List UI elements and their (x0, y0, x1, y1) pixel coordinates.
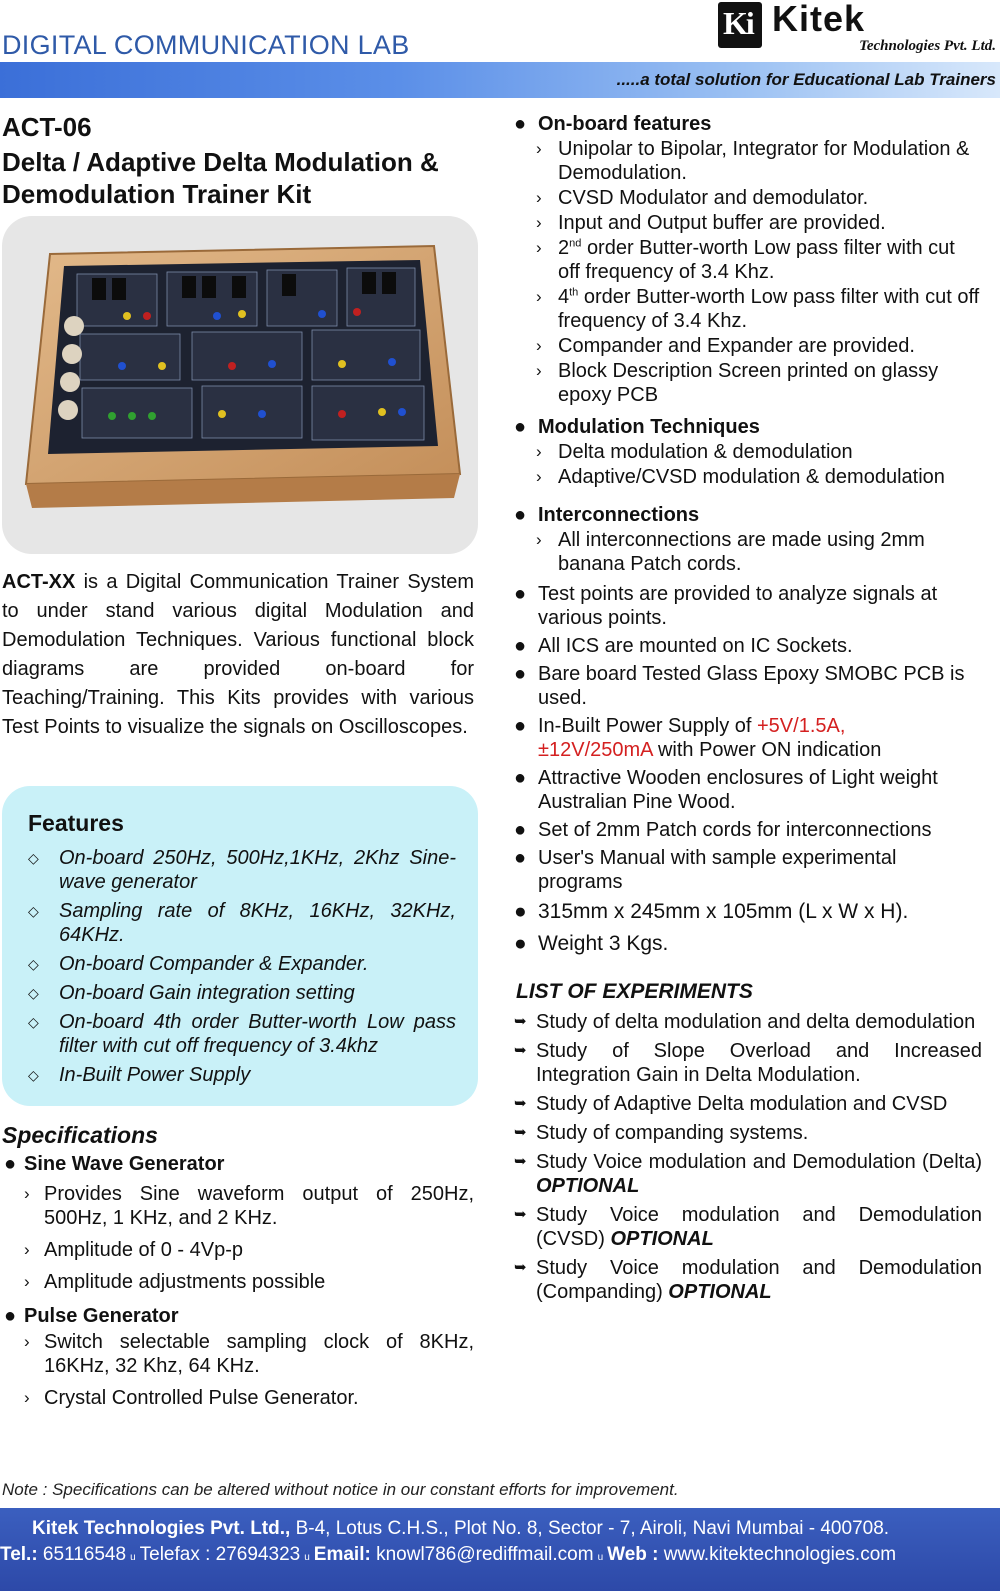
separator-icon: u (597, 1552, 604, 1563)
bullet-power-supply: ● In-Built Power Supply of +5V/1.5A, ±12V/250mA with Power ON indication (514, 715, 882, 761)
spec-group-heading: ● Sine Wave Generator (4, 1153, 225, 1175)
chevron-right-icon: › (536, 139, 542, 158)
onboard-list (512, 137, 982, 407)
feature-item: ◇ On-board Compander & Expander. (28, 953, 369, 975)
experiments-title: LIST OF EXPERIMENTS (516, 980, 753, 1003)
arrow-bullet-icon: ➥ (514, 1013, 527, 1030)
experiment-item: ➥ Study of Slope Overload and Increased Integration Gain in Delta Modulation. (514, 1040, 982, 1086)
feature-item: ◇ On-board 250Hz, 500Hz,1KHz, 2Khz Sine-wave generator (28, 847, 456, 893)
onboard-item: › Unipolar to Bipolar, Integrator for Modulation & Demodulation. (536, 138, 970, 184)
bullet-icon: ● (514, 635, 527, 657)
footer-bar (0, 1508, 1000, 1591)
experiment-item: ➥ Study of Adaptive Delta modulation and CVSD (514, 1093, 948, 1115)
bullet-test-points: ● Test points are provided to analyze signals at various points. (514, 583, 938, 629)
bullet-icon: ● (514, 900, 527, 923)
chevron-right-icon: › (24, 1388, 30, 1407)
onboard-item: › Compander and Expander are provided. (536, 335, 915, 357)
features-title: Features (28, 810, 124, 836)
spec-group-sine (4, 1152, 474, 1302)
interconnections-heading: ● Interconnections (514, 504, 700, 526)
bullet-icon: ● (4, 1153, 17, 1175)
onboard-item: › 2nd order Butter-worth Low pass filter with cut off frequency of 3.4 Khz. (536, 237, 955, 283)
bullet-ics: ● All ICS are mounted on IC Sockets. (514, 635, 853, 657)
product-photo (2, 216, 478, 554)
diamond-bullet-icon: ◇ (28, 956, 39, 972)
spec-item: › Amplitude of 0 - 4Vp-p (24, 1239, 243, 1261)
arrow-bullet-icon: ➥ (514, 1206, 527, 1223)
right-column (512, 112, 982, 1309)
onboard-item: › Input and Output buffer are provided. (536, 212, 886, 234)
logo-subtitle: Technologies Pvt. Ltd. (859, 38, 996, 54)
footer-contacts (0, 1544, 1000, 1566)
product-code: ACT-06 (2, 112, 92, 142)
modulation-item: › Adaptive/CVSD modulation & demodulation (536, 466, 945, 488)
feature-item: ◇ On-board 4th order Butter-worth Low pass filter with cut off frequency of 3.4khz (28, 1011, 456, 1057)
chevron-right-icon: › (536, 287, 542, 306)
diamond-bullet-icon: ◇ (28, 850, 39, 866)
bullet-icon: ● (514, 715, 527, 737)
spec-group-pulse (4, 1304, 474, 1418)
tel-value: 65116548 (37, 1544, 127, 1565)
chevron-right-icon: › (24, 1240, 30, 1259)
logo-mark: Ki (718, 2, 762, 48)
bullet-pcb: ● Bare board Tested Glass Epoxy SMOBC PCB is used. (514, 663, 965, 709)
specifications-title: Specifications (2, 1122, 158, 1148)
spec-item: › Amplitude adjustments possible (24, 1271, 326, 1293)
bullet-icon: ● (514, 583, 527, 605)
onboard-item: › Block Description Screen printed on glassy epoxy PCB (536, 360, 939, 406)
intro-paragraph (2, 568, 474, 742)
product-title-line1: Delta / Adaptive Delta Modulation & (2, 147, 439, 177)
arrow-bullet-icon: ➥ (514, 1153, 527, 1170)
bullet-icon: ● (514, 663, 527, 685)
company-logo (718, 2, 998, 60)
email-link[interactable]: knowl786@rediffmail.com (370, 1544, 594, 1565)
bullet-icon: ● (514, 932, 527, 955)
experiment-item: ➥ Study of companding systems. (514, 1122, 809, 1144)
bullet-patch-cords: ● Set of 2mm Patch cords for interconnections (514, 819, 932, 841)
spec-item: › Crystal Controlled Pulse Generator. (24, 1387, 359, 1409)
email-label: Email: (313, 1544, 371, 1565)
chevron-right-icon: › (536, 188, 542, 207)
feature-item: ◇ On-board Gain integration setting (28, 982, 355, 1004)
disclaimer-note: Note : Specifications can be altered without notice in our constant efforts for improvement. (2, 1480, 679, 1499)
diamond-bullet-icon: ◇ (28, 1014, 39, 1030)
feature-item: ◇ Sampling rate of 8KHz, 16KHz, 32KHz, 64KHz. (28, 900, 456, 946)
product-title (2, 146, 492, 210)
spec-item: › Provides Sine waveform output of 250Hz, 500Hz, 1 KHz, and 2 KHz. (24, 1183, 474, 1229)
modulation-item: › Delta modulation & demodulation (536, 441, 853, 463)
chevron-right-icon: › (536, 442, 542, 461)
separator-icon: u (130, 1552, 136, 1563)
intro-lead: ACT-XX (2, 571, 76, 593)
bullet-icon: ● (514, 504, 527, 526)
diamond-bullet-icon: ◇ (28, 1067, 39, 1083)
interconnections-list (512, 528, 982, 576)
chevron-right-icon: › (536, 336, 542, 355)
web-label: Web : (607, 1544, 659, 1565)
diamond-bullet-icon: ◇ (28, 985, 39, 1001)
chevron-right-icon: › (536, 213, 542, 232)
arrow-bullet-icon: ➥ (514, 1259, 527, 1276)
chevron-right-icon: › (24, 1332, 30, 1351)
onboard-heading: ● On-board features (514, 113, 712, 135)
features-list (26, 846, 456, 1092)
bullet-icon: ● (4, 1305, 17, 1327)
trainer-kit-image (2, 216, 478, 554)
chevron-right-icon: › (536, 238, 542, 257)
modulation-list (512, 440, 982, 489)
tagline: .....a total solution for Educational Lab Trainers (616, 70, 996, 89)
diamond-bullet-icon: ◇ (28, 903, 39, 919)
bullet-manual: ● User's Manual with sample experimental programs (514, 847, 897, 893)
separator-icon: u (304, 1552, 310, 1563)
chevron-right-icon: › (536, 467, 542, 486)
bullet-dimensions: ● 315mm x 245mm x 105mm (L x W x H). (514, 900, 909, 923)
onboard-item: › CVSD Modulator and demodulator. (536, 187, 869, 209)
arrow-bullet-icon: ➥ (514, 1042, 527, 1059)
chevron-right-icon: › (536, 361, 542, 380)
chevron-right-icon: › (536, 530, 542, 549)
interconnections-item: › All interconnections are made using 2mm banana Patch cords. (536, 529, 925, 575)
web-link[interactable]: www.kitektechnologies.com (658, 1544, 897, 1565)
lab-title: DIGITAL COMMUNICATION LAB (2, 30, 410, 60)
bullet-weight: ● Weight 3 Kgs. (514, 932, 669, 955)
tel-label: Tel.: (0, 1544, 38, 1565)
spec-group-heading: ● Pulse Generator (4, 1305, 179, 1327)
modulation-heading: ● Modulation Techniques (514, 416, 760, 438)
product-title-line2: Demodulation Trainer Kit (2, 179, 312, 209)
bullet-icon: ● (514, 416, 527, 438)
bullet-icon: ● (514, 113, 527, 135)
bullet-icon: ● (514, 847, 527, 869)
chevron-right-icon: › (24, 1272, 30, 1291)
bullet-enclosure: ● Attractive Wooden enclosures of Light weight Australian Pine Wood. (514, 767, 938, 813)
bullet-icon: ● (514, 767, 527, 789)
bullet-icon: ● (514, 819, 527, 841)
experiment-item: ➥ Study Voice modulation and Demodulation (Companding) OPTIONAL (514, 1257, 982, 1303)
spec-item: › Switch selectable sampling clock of 8KHz, 16KHz, 32 Khz, 64 KHz. (24, 1331, 474, 1377)
footer-address: Kitek Technologies Pvt. Ltd., B-4, Lotus C.H.S., Plot No. 8, Sector - 7, Airoli, Navi Mumbai - 400708. (32, 1518, 890, 1539)
experiments-list (512, 1010, 982, 1304)
logo-name: Kitek (772, 0, 866, 39)
arrow-bullet-icon: ➥ (514, 1124, 527, 1141)
arrow-bullet-icon: ➥ (514, 1095, 527, 1112)
experiment-item: ➥ Study Voice modulation and Demodulation (Delta) OPTIONAL (514, 1151, 982, 1197)
fax-value: 27694323 (210, 1544, 301, 1565)
feature-item: ◇ In-Built Power Supply (28, 1064, 251, 1086)
fax-label: Telefax : (139, 1544, 211, 1565)
experiment-item: ➥ Study of delta modulation and delta demodulation (514, 1011, 976, 1033)
experiment-item: ➥ Study Voice modulation and Demodulation (CVSD) OPTIONAL (514, 1204, 982, 1250)
intro-text: is a Digital Communication Trainer System to under stand various digital Modulation and Demodulation Techniques. Various functional block diagrams are provided on-board for Teaching/Training. This Kits provides with various Test Points to visualize the signals on Oscilloscopes. (2, 571, 474, 738)
chevron-right-icon: › (24, 1184, 30, 1203)
onboard-item: › 4th order Butter-worth Low pass filter with cut off frequency of 3.4 Khz. (536, 286, 980, 332)
